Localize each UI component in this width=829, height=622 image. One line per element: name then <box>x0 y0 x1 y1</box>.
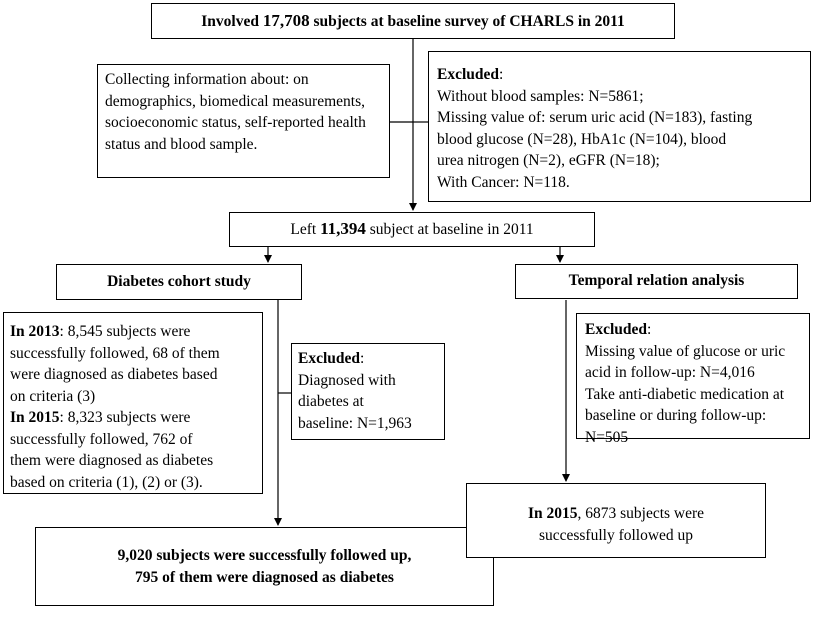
temporal-analysis-title: Temporal relation analysis <box>568 272 745 289</box>
excluded-heading: Excluded <box>437 66 500 83</box>
collecting-info-text: Collecting information about: on demographics, biomedical measurements, socioeconomic status, self-reported health status and blood sample. <box>105 71 366 153</box>
excluded-line: With Cancer: N=118. <box>437 173 570 191</box>
followup-line: on criteria (3) <box>10 387 96 405</box>
excluded-colon: : <box>647 321 652 338</box>
left-subjects-box <box>229 212 595 247</box>
diabetes-cohort-box <box>56 264 302 300</box>
diabetes-cohort-title: Diabetes cohort study <box>107 273 251 290</box>
left-post: subject at baseline in 2011 <box>365 221 534 238</box>
followup-line: were diagnosed as diabetes based <box>10 366 218 383</box>
result-diabetes-box <box>35 527 494 606</box>
excluded-line: urea nitrogen (N=2), eGFR (N=18); <box>437 152 660 169</box>
excluded-line: acid in follow-up: N=4,016 <box>585 364 755 381</box>
excluded-heading: Excluded <box>298 350 361 367</box>
baseline-pre: Involved <box>201 13 263 30</box>
excluded-line: baseline or during follow-up: <box>585 407 767 424</box>
followup-line: successfully followed, 68 of them <box>10 344 220 362</box>
excluded-diabetes-box <box>291 343 445 440</box>
result-line: , 6873 subjects were <box>577 505 705 522</box>
excluded-line: Missing value of: serum uric acid (N=183), fasting <box>437 109 753 126</box>
left-pre: Left <box>290 221 321 238</box>
excluded-line: diabetes at <box>298 393 364 410</box>
baseline-count: 17,708 <box>262 11 310 30</box>
followup-line: successfully followed, 762 of <box>10 430 193 448</box>
temporal-analysis-box <box>515 264 798 299</box>
result-temporal-box <box>466 483 766 558</box>
result-line: 9,020 subjects were successfully followed up, <box>117 547 412 564</box>
followup-box <box>3 312 263 494</box>
excluded-line: Diagnosed with <box>298 371 396 389</box>
left-count: 11,394 <box>320 219 366 238</box>
excluded-line: baseline: N=1,963 <box>298 414 412 432</box>
collecting-info-box <box>97 64 390 178</box>
baseline-survey-box <box>151 3 675 39</box>
excluded-line: blood glucose (N=28), HbA1c (N=104), blood <box>437 130 727 148</box>
excluded-heading: Excluded <box>585 321 648 338</box>
excluded-colon: : <box>499 66 504 83</box>
excluded-baseline-box <box>428 51 811 202</box>
excluded-line: N=505 <box>585 428 629 446</box>
excluded-line: Missing value of glucose or uric <box>585 342 786 360</box>
excluded-line: Without blood samples: N=5861; <box>437 87 644 105</box>
excluded-temporal-box <box>576 313 810 446</box>
result-year: In 2015 <box>527 505 578 522</box>
followup-line: : 8,545 subjects were <box>59 323 191 340</box>
result-line: 795 of them were diagnosed as diabetes <box>135 568 394 586</box>
baseline-post: subjects at baseline survey of CHARLS in 2011 <box>309 13 625 30</box>
followup-line: based on criteria (1), (2) or (3). <box>10 473 203 491</box>
year-2013: In 2013 <box>10 323 60 340</box>
result-line: successfully followed up <box>538 526 694 544</box>
excluded-line: Take anti-diabetic medication at <box>585 385 785 403</box>
excluded-colon: : <box>360 350 365 367</box>
followup-line: them were diagnosed as diabetes <box>10 452 214 469</box>
year-2015: In 2015 <box>10 409 60 426</box>
followup-line: : 8,323 subjects were <box>59 409 191 426</box>
